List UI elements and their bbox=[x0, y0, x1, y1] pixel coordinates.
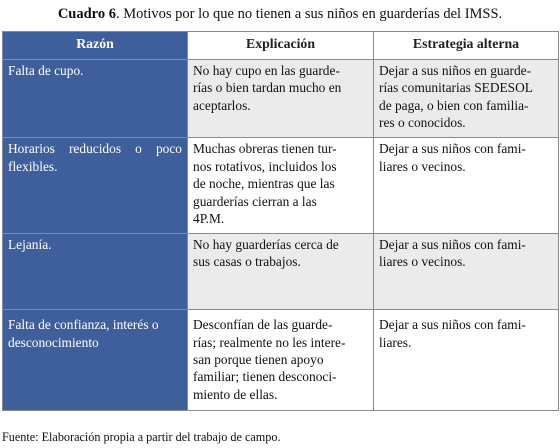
razon-text: Horarios reducidos o poco flexibles. bbox=[8, 141, 182, 174]
cell-razon bbox=[3, 60, 188, 138]
header-razon: Razón bbox=[3, 32, 188, 60]
table-header-row bbox=[3, 32, 559, 60]
cell-estrategia bbox=[374, 60, 559, 138]
header-explicacion: Explicación bbox=[188, 32, 374, 60]
table-row bbox=[3, 60, 559, 138]
cell-estrategia bbox=[374, 233, 559, 309]
razon-text: Falta de confianza, interés o desconocimiento bbox=[8, 317, 159, 350]
header-estrategia: Estrategia alterna bbox=[374, 32, 559, 60]
reasons-table bbox=[2, 31, 559, 411]
razon-text: Lejanía. bbox=[8, 236, 52, 252]
cell-estrategia bbox=[374, 138, 559, 234]
cell-razon bbox=[3, 138, 188, 234]
cell-explicacion bbox=[188, 60, 374, 138]
estrategia-text: Dejar a sus niños con fami- liares o vecinos. bbox=[379, 236, 526, 270]
cell-razon bbox=[3, 310, 188, 411]
razon-text: Falta de cupo. bbox=[8, 63, 84, 78]
explicacion-text: Muchas obreras tienen tur- nos rotativos, incluidos los de noche, mientras que las guarderías cierran a las 4P.M. bbox=[193, 141, 337, 226]
cell-explicacion bbox=[188, 138, 374, 234]
table-row bbox=[3, 138, 559, 234]
table-caption bbox=[0, 4, 560, 24]
caption-label: Cuadro 6 bbox=[57, 6, 116, 22]
cell-explicacion bbox=[188, 233, 374, 309]
cell-explicacion bbox=[188, 310, 374, 411]
estrategia-text: Dejar a sus niños con fami- liares. bbox=[379, 317, 526, 350]
cell-razon bbox=[3, 233, 188, 309]
cell-estrategia bbox=[374, 310, 559, 411]
source-note: Fuente: Elaboración propia a partir del trabajo de campo. bbox=[2, 430, 281, 444]
estrategia-text: Dejar a sus niños con fami- liares o vecinos. bbox=[379, 141, 526, 174]
caption-text: . Motivos por lo que no tienen a sus niños en guarderías del IMSS. bbox=[115, 6, 503, 22]
estrategia-text: Dejar a sus niños en guarde- rías comunitarias SEDESOL de paga, o bien con familia- res o conocidos. bbox=[379, 63, 533, 131]
explicacion-text: Desconfían de las guarde- rías; realmente no les intere- san porque tienen apoyo familiar; tienen desconoci- miento de ellas. bbox=[193, 317, 346, 402]
table-row bbox=[3, 233, 559, 309]
table-row bbox=[3, 310, 559, 411]
explicacion-text: No hay guarderías cerca de sus casas o trabajos. bbox=[193, 236, 339, 270]
explicacion-text: No hay cupo en las guarde- rías o bien tardan mucho en aceptarlos. bbox=[193, 63, 342, 113]
